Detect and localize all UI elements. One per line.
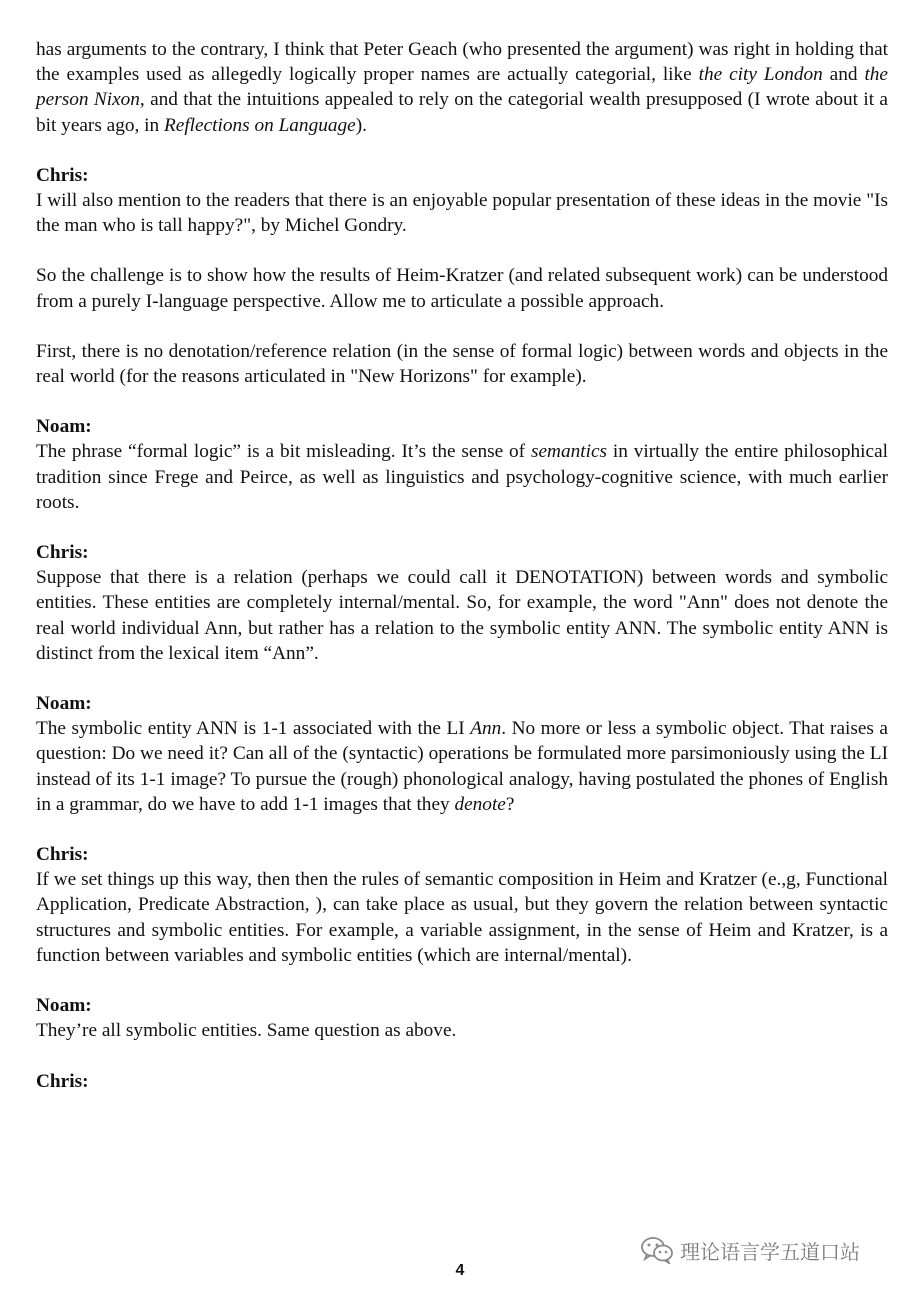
paragraph [36, 339, 888, 389]
text-run: , and that the intuitions appealed to rely on the categorial wealth presupposed (I wrote about it a bit years ago, in [36, 89, 888, 136]
speaker-label: Noam: [36, 416, 92, 438]
text-run: So the challenge is to show how the results of Heim-Kratzer (and related subsequent work) can be understood from a purely I-language perspective. Allow me to articulate a possible approach. [36, 265, 888, 312]
paragraph [36, 993, 888, 1043]
italic-text: Ann [470, 718, 502, 740]
text-run: has arguments to the contrary, I think that Peter Geach (who presented the argument) was right in holding that the examples used as allegedly logically proper names are actually categorial, like [36, 39, 888, 86]
wechat-icon [640, 1236, 674, 1264]
paragraph [36, 414, 888, 515]
italic-text: semantics [530, 441, 608, 463]
speaker-label: Noam: [36, 693, 92, 715]
text-run: in virtually the entire philosophical tradition since Frege and Peirce, as well as linguistics and psychology-cognitive science, with much earlier roots. [36, 441, 889, 513]
document-body [36, 37, 888, 1119]
speaker-label: Noam: [36, 995, 92, 1017]
watermark-text: 理论语言学五道口站 [680, 1239, 860, 1264]
speaker-label: Chris: [36, 542, 89, 564]
text-run: ? [505, 793, 515, 815]
text-run: The symbolic entity ANN is 1-1 associated with the LI [36, 718, 471, 740]
speaker-label: Chris: [36, 1070, 89, 1092]
text-run: and [822, 64, 865, 86]
paragraph [36, 691, 888, 817]
text-run: They’re all symbolic entities. Same question as above. [36, 1020, 457, 1042]
italic-text: the city London [698, 64, 823, 86]
watermark [640, 1234, 860, 1266]
paragraph [36, 263, 888, 313]
page-number: 4 [455, 1262, 465, 1279]
paragraph [36, 163, 888, 239]
paragraph [36, 37, 888, 138]
italic-text: denote [454, 793, 506, 815]
text-run: First, there is no denotation/reference relation (in the sense of formal logic) between words and objects in the real world (for the reasons articulated in "New Horizons" for example). [36, 340, 888, 388]
paragraph [36, 842, 888, 968]
text-run: . No more or less a symbolic object. That raises a question: Do we need it? Can all of the (syntactic) operations be formulated more parsimoniously using the LI instead of its 1-1 image? To pursue the (rough) phonological analogy, having postulated the phones of English in a grammar, do we have to add 1-1 images that they [36, 718, 888, 815]
text-run: ). [355, 114, 367, 136]
italic-text: the person Nixon [36, 64, 888, 111]
speaker-label: Chris: [36, 844, 89, 866]
speaker-label: Chris: [36, 164, 89, 186]
text-run: The phrase “formal logic” is a bit misleading. It’s the sense of [36, 441, 531, 463]
text-run: I will also mention to the readers that there is an enjoyable popular presentation of these ideas in the movie "Is the man who is tall happy?", by Michel Gondry. [36, 190, 888, 237]
paragraph [36, 1069, 888, 1094]
text-run: Suppose that there is a relation (perhaps we could call it DENOTATION) between words and symbolic entities. These entities are completely internal/mental. So, for example, the word "Ann" does not denote the real world individual Ann, but rather has a relation to the symbolic entity ANN. The symbolic entity ANN is distinct from the lexical item “Ann”. [36, 567, 888, 664]
paragraph [36, 540, 888, 666]
text-run: If we set things up this way, then then the rules of semantic composition in Heim and Kratzer (e.,g, Functional Application, Predicate Abstraction, ), can take place as usual, but they govern the relation between syntactic structures and symbolic entities. For example, a variable assignment, in the sense of Heim and Kratzer, is a function between variables and symbolic entities (which are internal/mental). [36, 869, 888, 966]
italic-text: Reflections on Language [163, 114, 356, 136]
